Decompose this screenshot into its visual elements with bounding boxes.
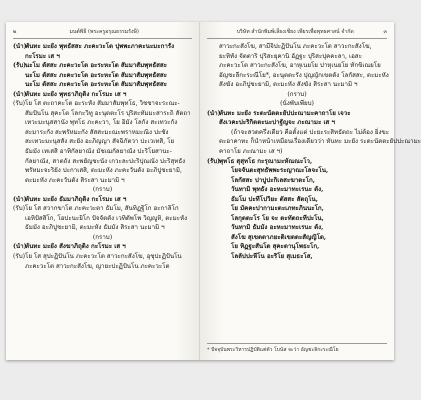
chant-text: โย โส สุปะฏิปันโน ภะคะวะโต สาวะกะสังโฆ, อุชุปะฏิปันโน <box>25 253 182 261</box>
text-line <box>13 52 192 62</box>
speaker-label <box>207 204 219 214</box>
text-line <box>13 90 192 100</box>
text-line <box>13 214 192 224</box>
instruction-note: (กราบ) <box>92 186 113 194</box>
chant-text: เทวะมะนุสสานัง พุทโธ ภะคะวา, โย อิมัง โลกัง สะเทวะกัง <box>25 119 178 127</box>
text-line <box>13 242 192 252</box>
right-text-body <box>207 42 421 262</box>
chant-text: โลลัปปะหีโน อะริโย สุเมธะโส, <box>231 253 313 261</box>
speaker-label <box>13 109 25 119</box>
left-page <box>6 22 200 360</box>
text-line <box>13 204 192 214</box>
speaker-label <box>13 166 25 176</box>
text-line <box>13 118 192 128</box>
text-line <box>207 71 387 81</box>
chant-text: โลกุตตะโร โย จะ ตะทัตถะทีปะโน, <box>231 214 324 222</box>
instruction-note: (กราบ) <box>287 90 307 98</box>
speaker-label <box>13 223 25 233</box>
right-page <box>200 22 421 360</box>
text-line <box>207 233 387 243</box>
text-line <box>207 214 387 224</box>
speaker-label <box>207 80 219 90</box>
text-line <box>13 99 192 109</box>
chant-text: สังเวคะปะริกิตตะนะปาฐัญจะ ภะณามะ เส ฯ <box>219 119 335 127</box>
text-line <box>207 109 387 119</box>
speaker-label <box>207 42 219 52</box>
chant-text: สะเทวะมะนุสสัง สะยัง อะภิญญา สัจฉิกัตวา ปะเวเทสิ, โย <box>25 138 175 146</box>
speaker-label <box>207 252 219 262</box>
speaker-label <box>207 71 219 81</box>
chant-text: สาวะกะสังโฆ, สามีจิปะฏิปันโน ภะคะวะโต สาวะกะสังโฆ, <box>219 43 372 50</box>
chant-text: พรัหมะจะริยัง ปะกาเสสิ, ตะมะหัง ภะคะวันตัง อะภิปูชะยามิ, <box>25 167 182 175</box>
text-line <box>13 109 192 119</box>
speaker-label: (นำ) <box>13 43 27 50</box>
text-line <box>13 71 192 81</box>
speaker-label: (รับ) <box>13 253 26 261</box>
text-line <box>207 42 387 52</box>
chant-text: โลกัสสะ ปาปูปะกิเลสะฆาตะโก, <box>231 176 315 184</box>
text-line <box>13 157 192 167</box>
text-line <box>207 52 387 62</box>
chant-text: โย มัคคะปากามะตะเภทะภินนะโก, <box>231 205 324 213</box>
chant-text: พุทโธ สุสุทโธ กะรุณามะหัณณะโว, <box>219 157 313 165</box>
chant-text: เอหิปัสสิโก, โอปะนะยิโก ปัจจัตตัง เวทิตัพโพ วิญญูหิ, ตะมะหัง <box>25 214 188 222</box>
chant-text: หันทะ มะยัง สังฆาภิถุติง กะโรมะ เส ฯ <box>25 243 126 251</box>
left-page-number: ๒ <box>13 29 17 35</box>
chant-text: โยจจันตะสุทธัพพะระญาณะโลจะโน, <box>231 167 329 175</box>
speaker-label <box>207 147 219 157</box>
speaker-label: (รับ) <box>207 157 221 165</box>
speaker-label <box>13 52 25 62</box>
text-line <box>207 195 387 205</box>
speaker-label <box>13 80 25 90</box>
text-line <box>13 223 192 233</box>
speaker-label: (นำ) <box>13 243 27 251</box>
chant-text: โย โส ตะถาคะโต อะระหัง สัมมาสัมพุทโธ, วิชชาจะระณะ- <box>25 100 180 108</box>
chant-text: กัลยาณัง, สาตถัง สะพยัญชะนัง เกวะละปะริปุณณัง ปะริสุทธัง <box>25 157 186 165</box>
text-line <box>207 80 387 90</box>
chant-text: นะโม ตัสสะ ภะคะวะโต อะระหะโต สัมมาสัมพุทธัสสะ <box>25 81 167 89</box>
chant-text: ตะอาคาทะ ก็นำหน้าเหมือนเรื่องเดียวว่า หันทะ มะยัง ระตะนัตตะยัปปะณามะ <box>219 138 421 146</box>
text-line <box>207 223 387 233</box>
chant-text: สังฆัง อะภิปูชะยามิ, ตะมะหัง สังฆัง สิระสา นะมามิ ฯ <box>219 81 358 89</box>
chant-text: ธัมโม ปะทีโปวิยะ ตัสสะ สัตถุโน, <box>231 195 318 203</box>
speaker-label <box>207 52 219 62</box>
chant-text: คาถาโย ภะณามะ เส ฯ) <box>219 148 283 156</box>
instruction-note: (กราบ) <box>92 233 113 241</box>
chant-text: โย ทิฏฐะสันโต สุคะตานุโพธะโก, <box>231 243 320 251</box>
text-line <box>13 176 192 186</box>
chant-text: ธัมมัง เทเสสิ อาทิกัลยาณัง มัชเฌกัลยาณัง ปะริโยสานะ- <box>25 148 172 156</box>
speaker-label <box>13 137 25 147</box>
speaker-label <box>13 118 25 128</box>
text-line <box>207 137 421 147</box>
chant-text: วันทามิ ธัมมัง อะหะมาทะเรนะ ตัง, <box>231 224 324 232</box>
chant-text: ยะทิทัง จัตตาริ ปุริสะยุคานิ อัฏฐะ ปุริสะปุคคะลา, เอสะ <box>219 52 362 60</box>
chant-text: หันทะ มะยัง ระตะนัตตะยัปปะณามะคาถาโย เจวะ <box>219 109 351 117</box>
speaker-label <box>207 128 219 138</box>
chant-text: โย โส สวากขาโต ภะคะวะตา ธัมโม, สันทิฏฐิโก อะกาลิโก <box>25 205 179 213</box>
text-line <box>13 80 192 90</box>
speaker-label <box>207 223 219 233</box>
chant-text: สัมปันโน สุคะโต โลกะวิทู อะนุตตะโร ปุริสะทัมมะสาระถิ สัตถา <box>25 109 191 117</box>
text-line <box>13 42 192 52</box>
chant-text: หันทะ มะยัง ธัมมาภิถุติง กะโรมะ เส ฯ <box>25 195 127 203</box>
text-line <box>13 233 192 243</box>
text-line <box>207 147 387 157</box>
speaker-label <box>207 233 219 243</box>
speaker-label: (รับ) <box>13 62 27 70</box>
left-running-head <box>13 28 192 39</box>
speaker-label: (นำ) <box>13 90 27 98</box>
speaker-label <box>207 118 219 128</box>
speaker-label <box>207 176 219 186</box>
speaker-label <box>207 242 219 252</box>
speaker-label <box>13 176 25 186</box>
text-line <box>207 166 387 176</box>
text-line <box>13 252 192 262</box>
speaker-label: (นำ) <box>13 195 27 203</box>
chant-text: พันทะ มะยัง พุทธัสสะ ภะคะวะโต ปุพพะภาคะนะมะการัง <box>25 43 175 50</box>
speaker-label <box>207 166 219 176</box>
chant-text: นะโม ตัสสะ ภะคะวะโต อะระหะโต สัมมาสัมพุทธัสสะ <box>25 71 167 79</box>
text-line <box>13 147 192 157</box>
left-running-title: มนต์พิธี (พระครูอรุณธรรมรังษี) <box>69 29 139 35</box>
chant-text: กะโรมะ เส ฯ <box>25 52 60 60</box>
text-line <box>207 118 387 128</box>
speaker-label <box>207 214 219 224</box>
text-line <box>13 166 192 176</box>
speaker-label: (รับ) <box>13 205 26 213</box>
chant-text: ภะคะวะโต สาวะกะสังโฆ, ญายะปะฏิปันโน ภะคะวะโต <box>25 262 170 270</box>
chant-text: หันทะ มะยัง พุทธาภิถุติง กะโรมะ เส ฯ <box>25 90 127 98</box>
speaker-label <box>13 71 25 81</box>
speaker-label <box>207 195 219 205</box>
text-line <box>207 176 387 186</box>
text-line <box>207 252 387 262</box>
speaker-label <box>13 262 25 272</box>
text-line <box>207 242 387 252</box>
chant-text: วันทามิ พุทธัง อะหะมาทะเรนะ ตัง, <box>231 186 324 194</box>
text-line <box>207 128 390 138</box>
speaker-label <box>13 147 25 157</box>
right-running-title: บริษัท สำนักพิมพ์เลี่ยงเชียง เพียรเพื่อพุทธศาสน์ จำกัด <box>236 29 354 35</box>
chant-text: ธัมมัง อะภิปูชะยามิ, ตะมะหัง ธัมมัง สิระสา นะมามิ ฯ <box>25 224 165 232</box>
speaker-label <box>13 214 25 224</box>
text-line <box>13 137 192 147</box>
speaker-label <box>207 137 219 147</box>
chant-text: นะโม ตัสสะ ภะคะวะโต อะระหะโต สัมมาสัมพุทธัสสะ <box>25 62 167 70</box>
text-line <box>207 61 387 71</box>
text-line <box>207 99 387 109</box>
text-line <box>207 185 387 195</box>
text-line <box>13 185 192 195</box>
chant-text: (ถ้าจะสวดครึ่งเดียว คือตั้งแต่ ปะยะระสิทธัตถะ ไม่ต้อง ยิ่งขะ <box>231 128 390 136</box>
right-page-number: ๓ <box>383 29 387 35</box>
text-line <box>207 204 387 214</box>
speaker-label: (นำ) <box>207 109 221 117</box>
text-line <box>207 90 387 100</box>
speaker-label <box>207 185 219 195</box>
text-line <box>13 61 192 71</box>
text-line <box>207 157 387 167</box>
speaker-label: (รับ) <box>13 100 26 108</box>
chant-text: ภะคะวะโต สาวะกะสังโฆ, อาหุเนยโย ปาหุเนยโย ทักขิเณยโย <box>219 62 381 70</box>
text-line <box>13 262 192 272</box>
open-book <box>6 22 421 360</box>
left-text-body <box>13 42 192 271</box>
right-running-head <box>207 28 387 39</box>
text-line <box>13 128 192 138</box>
speaker-label <box>13 157 25 167</box>
instruction-note: (นั่งพับเพียบ) <box>280 100 314 108</box>
chant-text: ตะมะหัง ภะคะวันตัง สิระสา นะมามิ ฯ <box>25 176 125 184</box>
chant-text: สะมาระกัง สะพรัหมะกัง สัสสะมะณะพราหมะณิง ปะชัง <box>25 128 169 136</box>
speaker-label <box>207 61 219 71</box>
chant-text: สังโฆ สุเขตตาภยะติเขตตะสัญญิโต, <box>231 233 327 241</box>
text-line <box>13 195 192 205</box>
speaker-label <box>13 128 25 138</box>
chant-text: อัญชะลีกะระณีโย*, อะนุตตะรัง ปุญญักเขตตัง โลกัสสะ, ตะมะหัง <box>219 71 389 79</box>
footnote: * ปัจจุบันพระวิหารปฏิบัติแต่ตัว โบนัส จะว่า อัญชะลิกะระณีโย <box>207 343 387 354</box>
